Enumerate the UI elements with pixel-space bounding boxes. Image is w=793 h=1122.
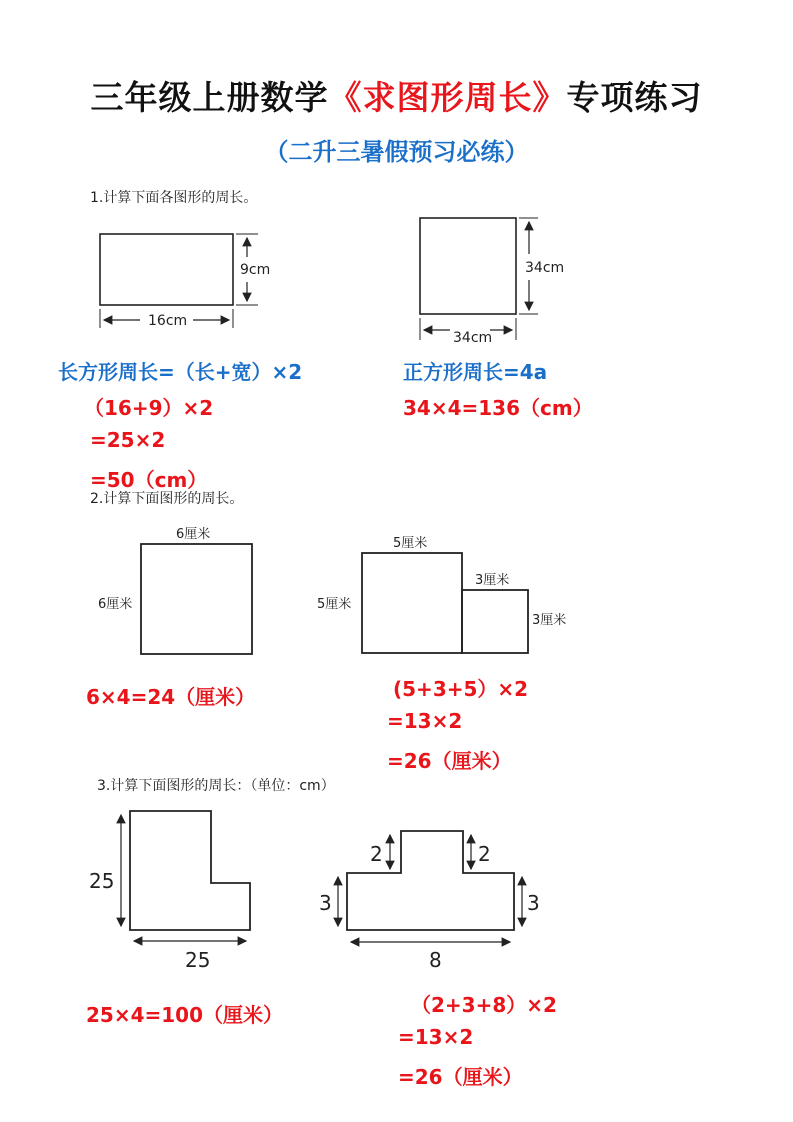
q3-t-shape-figure: [319, 831, 540, 972]
q3-t-step-2: =13×2: [398, 1025, 474, 1049]
q1-rect-width-label: 16cm: [148, 313, 188, 329]
q1-rect-height-label: 9cm: [240, 262, 271, 278]
q1-rect-step-3: =50（cm）: [90, 468, 208, 492]
q1-rectangle-figure: [100, 234, 270, 329]
q3-t-step-3: =26（厘米）: [398, 1065, 523, 1089]
q2-combo-small-right-label: 3厘米: [532, 613, 567, 628]
q3-t-left-top-label: 2: [370, 842, 383, 866]
q3-l-step-1: 25×4=100（厘米）: [86, 1003, 284, 1027]
q2-square-step-1: 6×4=24（厘米）: [86, 685, 256, 709]
q2-combo-left-label: 5厘米: [317, 597, 352, 612]
title-highlight: 《求图形周长》: [328, 78, 567, 117]
q1-square-height-label: 34cm: [525, 260, 565, 276]
q2-combo-step-2: =13×2: [387, 709, 463, 733]
q2-combo-top-label: 5厘米: [393, 536, 428, 551]
q1-title: 1.计算下面各图形的周长。: [90, 190, 258, 206]
q1-rect-step-1: （16+9）×2: [84, 396, 214, 420]
q1-square-width-label: 34cm: [453, 330, 493, 346]
q2-square-left-label: 6厘米: [98, 597, 133, 612]
q1-square-step-1: 34×4=136（cm）: [403, 396, 593, 420]
q2-square-top-label: 6厘米: [176, 527, 211, 542]
q3-t-left-label: 3: [319, 891, 332, 915]
page-subtitle: （二升三暑假预习必练）: [264, 138, 529, 166]
q3-t-step-1: （2+3+8）×2: [411, 993, 557, 1017]
q2-combo-step-1: (5+3+5）×2: [393, 677, 529, 701]
q1-square-figure: [420, 218, 564, 346]
q3-t-bottom-label: 8: [429, 948, 442, 972]
q1-square-formula: 正方形周长=4a: [403, 360, 548, 384]
q3-l-width-label: 25: [185, 948, 211, 972]
title-pre: 三年级上册数学: [90, 78, 329, 117]
q1-rect-step-2: =25×2: [90, 428, 166, 452]
title-post: 专项练习: [566, 78, 703, 117]
q3-t-right-top-label: 2: [478, 842, 491, 866]
q3-l-height-label: 25: [89, 869, 115, 893]
q3-title: 3.计算下面图形的周长：（单位：cm）: [97, 778, 335, 794]
q2-combo-figure: [362, 553, 528, 653]
q2-combo-step-3: =26（厘米）: [387, 749, 512, 773]
q2-square-figure: [141, 544, 252, 654]
q1-rect-formula: 长方形周长=（长+宽）×2: [58, 360, 303, 384]
q2-combo-small-top-label: 3厘米: [475, 573, 510, 588]
q3-l-shape-figure: [89, 811, 250, 972]
q2-title: 2.计算下面图形的周长。: [90, 491, 244, 507]
q3-t-right-label: 3: [527, 891, 540, 915]
